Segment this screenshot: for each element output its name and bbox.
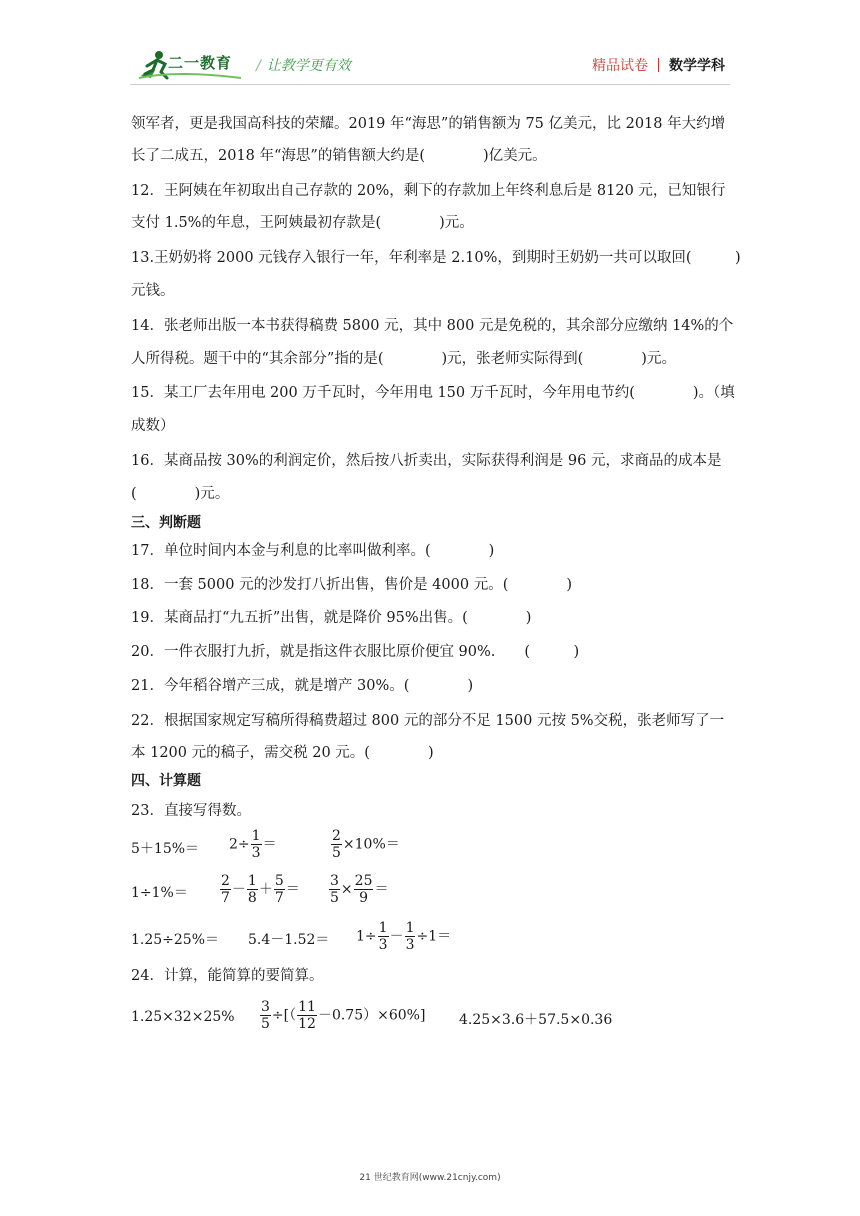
- header-divider: [130, 84, 730, 85]
- calc-item: 5.4－1.52＝: [248, 932, 330, 948]
- header-tags: [592, 55, 725, 75]
- text-line: 元钱。: [131, 283, 175, 299]
- calc-item: 1.25÷25%＝: [131, 932, 220, 948]
- calc-item: 4.25×3.6＋57.5×0.36: [459, 1012, 613, 1028]
- text-line: 本 1200 元的稿子，需交税 20 元。( ): [131, 745, 434, 761]
- page-header: [0, 0, 860, 100]
- calc-item: $\frac{3}{5}$ ÷[（ $\frac{11}{12}$ －0.75）×60%]: [261, 999, 426, 1032]
- calc-item: $\frac{2}{5}$ ×10%＝: [332, 828, 400, 861]
- question-19: 19．某商品打“九五折”出售，就是降价 95%出售。( ): [131, 610, 532, 626]
- tag-quality-paper: 精品试卷: [592, 58, 648, 74]
- text-line: 支付 1.5%的年息，王阿姨最初存款是( )元。: [131, 215, 474, 231]
- question-13: 13.王奶奶将 2000 元钱存入银行一年，年利率是 2.10%，到期时王奶奶一共可以取回( ): [131, 250, 741, 266]
- slogan: / 让教学更有效: [256, 58, 351, 74]
- calc-item: 1.25×32×25%: [131, 1009, 235, 1025]
- text-line: 成数）: [131, 418, 175, 434]
- question-16: 16．某商品按 30%的利润定价，然后按八折卖出，实际获得利润是 96 元，求商品的成本是: [131, 453, 722, 469]
- question-12: 12．王阿姨在年初取出自己存款的 20%，剩下的存款加上年终利息后是 8120 元，已知银行: [131, 183, 726, 199]
- calc-item: 1÷ $\frac{1}{3}$ － $\frac{1}{3}$ ÷1＝: [356, 920, 452, 953]
- calc-item: $\frac{2}{7}$ － $\frac{1}{8}$ ＋ $\frac{5}{7}$ ＝: [221, 873, 300, 906]
- question-20: 20．一件衣服打九折，就是指这件衣服比原价便宜 90%. ( ): [131, 644, 580, 660]
- tag-subject: 数学学科: [669, 58, 725, 74]
- question-24: 24．计算，能简算的要简算。: [131, 968, 324, 984]
- question-15: 15．某工厂去年用电 200 万千瓦时，今年用电 150 万千瓦时，今年用电节约( )。（填: [131, 385, 735, 401]
- text-line: ( )元。: [131, 486, 230, 502]
- section-calculation: 四、计算题: [131, 773, 201, 789]
- text-line: 领军者，更是我国高科技的荣耀。2019 年“海思”的销售额为 75 亿美元，比 2018 年大约增: [131, 116, 726, 132]
- calc-item: 2÷ $\frac{1}{3}$ ＝: [229, 828, 277, 861]
- question-23: 23．直接写得数。: [131, 803, 251, 819]
- text-line: 长了二成五，2018 年“海思”的销售额大约是( )亿美元。: [131, 148, 547, 164]
- section-judgement: 三、判断题: [131, 515, 201, 531]
- question-18: 18．一套 5000 元的沙发打八折出售，售价是 4000 元。( ): [131, 577, 573, 593]
- calc-item: 5＋15%＝: [131, 841, 200, 857]
- text-line: 人所得税。题干中的“其余部分”指的是( )元，张老师实际得到( )元。: [131, 351, 676, 367]
- question-22: 22．根据国家规定写稿所得稿费超过 800 元的部分不足 1500 元按 5%交税，张老师写了一: [131, 713, 725, 729]
- question-21: 21．今年稻谷增产三成，就是增产 30%。( ): [131, 678, 474, 694]
- calc-item: $\frac{3}{5}$ × $\frac{25}{9}$ ＝: [330, 873, 389, 906]
- question-17: 17．单位时间内本金与利息的比率叫做利率。( ): [131, 543, 495, 559]
- question-14: 14．张老师出版一本书获得稿费 5800 元，其中 800 元是免税的，其余部分应缴纳 14%的个: [131, 318, 734, 334]
- calc-item: 1÷1%＝: [131, 885, 188, 901]
- logo-text: 二一教育: [168, 54, 233, 72]
- page-footer: 21 世纪教育网(www.21cnjy.com): [359, 1173, 501, 1183]
